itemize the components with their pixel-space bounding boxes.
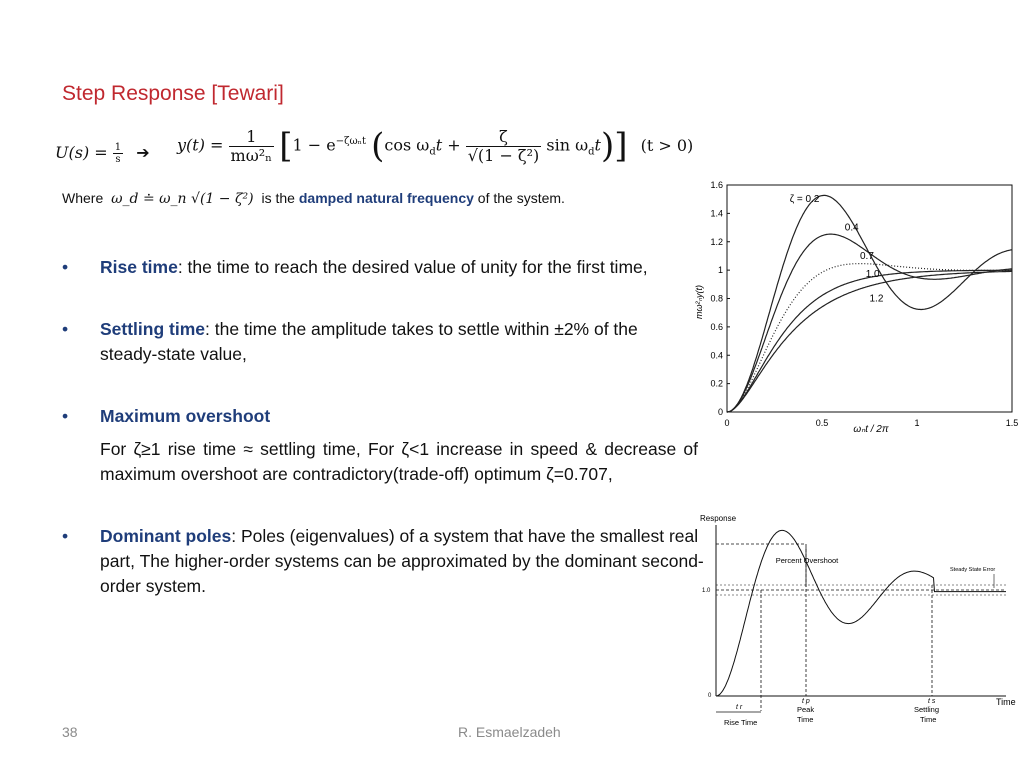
y-tick-label: 1.6 <box>710 180 723 190</box>
y-tick-label: 1.2 <box>710 236 723 247</box>
y-denominator: mω²ₙ <box>230 145 273 165</box>
author-footer: R. Esmaelzadeh <box>458 724 561 740</box>
peak-time-label: Time <box>797 715 814 724</box>
y-axis-label: mω²ₙy(t) <box>694 284 704 320</box>
list-item <box>62 524 712 599</box>
bullet-dot: • <box>62 406 69 426</box>
time-axis-label: Time <box>996 697 1016 707</box>
y-tick-label: 0.2 <box>710 378 723 389</box>
y-tick-label: 0.4 <box>710 350 723 361</box>
list-item <box>62 255 712 280</box>
settling-time-label: Time <box>920 715 937 724</box>
x-tick-label: 0 <box>724 418 730 428</box>
step-response-equation: U(s) = $\frac{1}{s}$ ➔ y(t) = $\frac{1}{\text{mω²ₙ}}$ [$1 - e^{-\zeta\omega_nt}$ (cos $\omega_dt$ + $\frac{\zeta}{\text{√(1 − ζ²)}}$ $\sin \omega_dt$)] (t > 0) <box>55 126 694 166</box>
list-item <box>62 317 698 367</box>
u-numerator: 1 <box>114 142 122 153</box>
where-prefix: Where <box>62 190 104 206</box>
bullet-dot: • <box>62 257 69 277</box>
y-tick-label: 1.4 <box>710 208 723 219</box>
zeta-fraction <box>466 128 542 164</box>
response-axis-label: Response <box>700 514 737 523</box>
series-label: 0.4 <box>844 222 859 234</box>
u-fraction <box>113 142 123 165</box>
step-response-annotated-chart <box>696 511 1022 731</box>
settling-time-text: : the time the amplitude takes to settle within ±2% of the steady-state value, <box>100 319 638 364</box>
series-label: 1.0 <box>865 269 880 281</box>
y-fraction <box>229 128 275 164</box>
rise-time-label: Rise Time <box>724 718 758 727</box>
sqrt-denominator: √(1 − ζ²) <box>467 145 540 165</box>
y-tick-label: 1 <box>717 265 723 276</box>
bullet-dot: • <box>62 526 69 546</box>
dominant-poles-term: Dominant poles <box>100 526 232 546</box>
implies-arrow-icon: ➔ <box>136 143 150 162</box>
bullet-dot: • <box>62 319 69 339</box>
where-middle: is the <box>261 190 295 206</box>
y-tick-label: 0.8 <box>710 293 723 304</box>
zeta-numerator: ζ <box>466 128 542 147</box>
dominant-poles-text: : Poles (eigenvalues) of a system that have the smallest real part, The higher-order systems can be approximated by the dominant second-order system. <box>100 526 704 596</box>
tick-1-0: 1.0 <box>702 588 711 594</box>
steady-state-error-label: Steady State Error <box>950 567 996 573</box>
settling-label: Settling <box>914 705 940 714</box>
settling-time-term: Settling time <box>100 319 206 339</box>
u-of-s-label: U(s) = <box>55 143 108 162</box>
y-numerator: 1 <box>229 128 275 147</box>
step-response-curve <box>716 530 1006 696</box>
maximum-overshoot-term: Maximum overshoot <box>100 406 271 426</box>
y-tick-label: 0.6 <box>710 321 723 332</box>
y-of-t-label: y(t) = <box>177 135 224 155</box>
sin-subscript: d <box>588 146 595 158</box>
percent-overshoot-label: Percent Overshoot <box>775 556 839 565</box>
t-plus: t + <box>435 135 461 155</box>
x-axis-label: ωₙt / 2π <box>853 424 889 435</box>
series-label: ζ = 0.2 <box>789 194 820 206</box>
damped-natural-frequency-term: damped natural frequency <box>298 190 474 206</box>
u-denominator: s <box>115 154 121 165</box>
tr-label: t r <box>736 704 743 711</box>
y-tick-label: 0 <box>717 407 723 417</box>
rise-time-term: Rise time <box>100 257 178 277</box>
x-tick-label: 1 <box>914 418 920 428</box>
step-response-family-chart <box>690 176 1024 438</box>
series-label: 0.7 <box>860 250 874 262</box>
cos-subscript: d <box>429 146 436 158</box>
damped-frequency-definition <box>62 190 565 207</box>
damped-frequency-formula: ω_d ≐ ω_n √(1 − ζ²) <box>111 191 254 207</box>
page-number: 38 <box>62 724 78 740</box>
where-suffix: of the system. <box>477 190 565 206</box>
slide-title: Step Response [Tewari] <box>62 82 284 105</box>
time-condition: (t > 0) <box>640 135 694 155</box>
x-tick-label: 1.5 <box>1005 418 1019 428</box>
maximum-overshoot-text: For ζ≥1 rise time ≈ settling time, For ζ<1 increase in speed & decrease of maximum overshoot are contradictory(trade-off) optimum ζ=0.707, <box>100 439 698 484</box>
sin-term: sin ω <box>546 135 589 155</box>
series-label: 1.2 <box>869 293 884 305</box>
peak-label: Peak <box>797 705 815 714</box>
exponent: −ζωₙt <box>335 136 367 148</box>
tick-0: 0 <box>708 693 712 699</box>
cos-term: cos ω <box>384 135 430 155</box>
x-tick-label: 0.5 <box>815 418 829 428</box>
list-item <box>62 404 698 487</box>
rise-time-text: : the time to reach the desired value of unity for the first time, <box>177 257 648 277</box>
ts-label: t s <box>928 698 936 705</box>
one-minus-exp: 1 − e <box>292 135 336 155</box>
tp-label: t p <box>802 698 810 705</box>
